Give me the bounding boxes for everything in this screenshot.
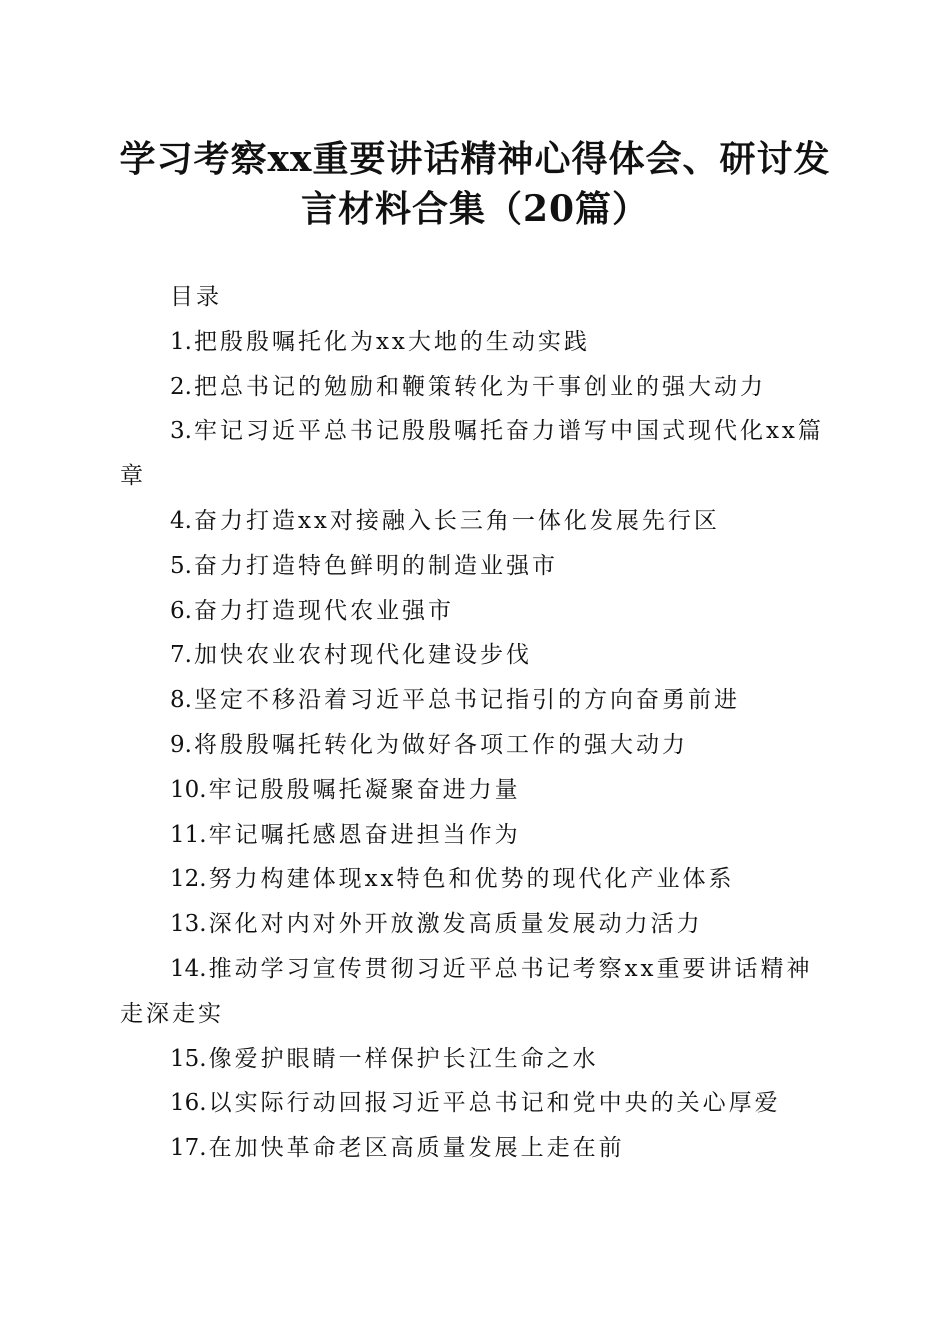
toc-item-text: 像爱护眼睛一样保护长江生命之水 <box>208 1045 599 1072</box>
toc-item <box>120 723 830 768</box>
toc-item-number: 9. <box>170 731 192 758</box>
toc-item-number: 5. <box>170 552 192 579</box>
toc-item <box>120 857 830 902</box>
document-title <box>110 134 840 234</box>
toc-item <box>120 1037 830 1082</box>
toc-item-text: 把殷殷嘱托化为xx大地的生动实践 <box>193 328 590 355</box>
toc-item-number: 3. <box>170 418 192 445</box>
toc-item-continuation: 章 <box>120 463 146 490</box>
toc-item <box>120 409 830 454</box>
toc-item <box>120 589 830 634</box>
toc-item-number: 14. <box>170 955 207 982</box>
toc-item-number: 10. <box>170 776 207 803</box>
toc-item-text: 奋力打造xx对接融入长三角一体化发展先行区 <box>193 507 720 534</box>
toc-item <box>120 365 830 410</box>
toc-item <box>120 1081 830 1126</box>
toc-item-text: 以实际行动回报习近平总书记和党中央的关心厚爱 <box>208 1090 781 1117</box>
toc-item-text: 推动学习宣传贯彻习近平总书记考察xx重要讲话精神 <box>208 955 813 982</box>
toc-item-continuation: 走深走实 <box>120 1000 224 1027</box>
toc-item-number: 8. <box>170 687 192 714</box>
toc-item-text: 把总书记的勉励和鞭策转化为干事创业的强大动力 <box>193 373 766 400</box>
toc-item <box>120 633 830 678</box>
table-of-contents <box>120 275 830 1171</box>
title-line-2: 言材料合集（20篇） <box>300 188 650 230</box>
toc-item-number: 15. <box>170 1045 207 1072</box>
toc-item-number: 16. <box>170 1090 207 1117</box>
toc-item-number: 7. <box>170 642 192 669</box>
toc-item-text: 坚定不移沿着习近平总书记指引的方向奋勇前进 <box>193 687 740 714</box>
toc-item-number: 6. <box>170 597 192 624</box>
toc-item <box>120 1126 830 1171</box>
toc-item-text: 深化对内对外开放激发高质量发展动力活力 <box>208 911 703 938</box>
toc-item <box>120 544 830 589</box>
toc-item-text: 奋力打造特色鲜明的制造业强市 <box>193 552 558 579</box>
toc-item <box>120 947 830 992</box>
toc-item-text: 努力构建体现xx特色和优势的现代化产业体系 <box>208 866 735 893</box>
toc-item-number: 13. <box>170 911 207 938</box>
toc-item-number: 1. <box>170 328 192 355</box>
toc-item-text: 牢记习近平总书记殷殷嘱托奋力谱写中国式现代化xx篇 <box>193 418 824 445</box>
toc-item-number: 11. <box>170 821 207 848</box>
toc-item-text: 牢记殷殷嘱托凝聚奋进力量 <box>208 776 521 803</box>
toc-item <box>120 768 830 813</box>
toc-item <box>120 320 830 365</box>
toc-item <box>120 902 830 947</box>
toc-item-number: 2. <box>170 373 192 400</box>
toc-item <box>120 813 830 858</box>
toc-item-text: 将殷殷嘱托转化为做好各项工作的强大动力 <box>193 731 688 758</box>
toc-item <box>120 678 830 723</box>
toc-item-number: 12. <box>170 866 207 893</box>
toc-item-text: 在加快革命老区高质量发展上走在前 <box>208 1135 625 1162</box>
title-line-1: 学习考察xx重要讲话精神心得体会、研讨发 <box>119 138 831 180</box>
toc-item-number: 17. <box>170 1135 207 1162</box>
toc-item-number: 4. <box>170 507 192 534</box>
toc-item-text: 加快农业农村现代化建设步伐 <box>193 642 532 669</box>
toc-heading: 目录 <box>170 284 222 310</box>
toc-item-text: 奋力打造现代农业强市 <box>193 597 454 624</box>
toc-item <box>120 499 830 544</box>
toc-item-text: 牢记嘱托感恩奋进担当作为 <box>208 821 521 848</box>
